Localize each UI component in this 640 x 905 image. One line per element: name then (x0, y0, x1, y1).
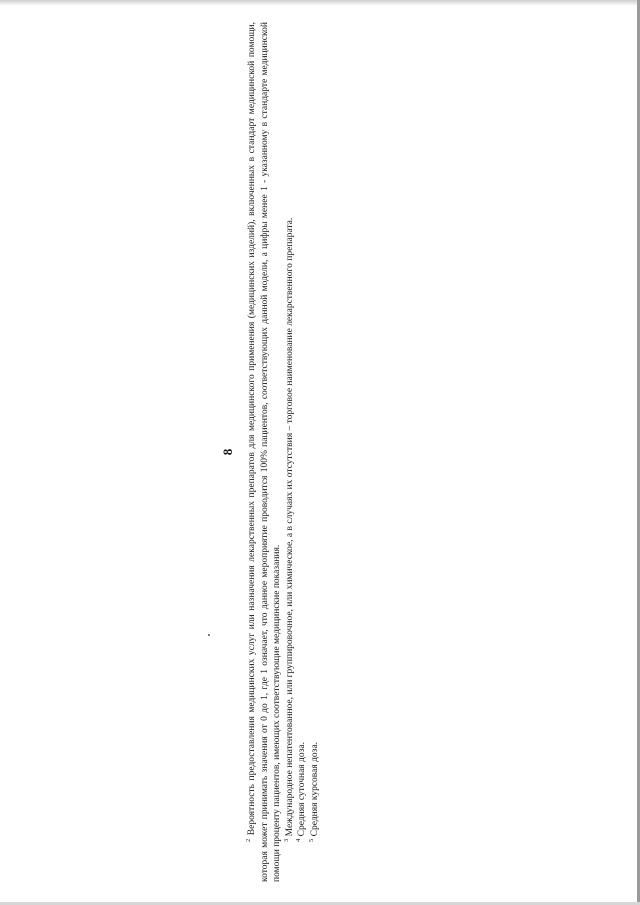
footnote-2 (246, 22, 284, 882)
footnote-mark: 2 (244, 838, 252, 842)
footnote-4 (296, 22, 309, 882)
footnote-text: Средняя курсовая доза. (309, 741, 320, 837)
rotated-page-content (220, 22, 420, 882)
page-number: 8 (220, 448, 235, 456)
footnote-text: Международное непатентованное, или группировочное, или химическое, а в случаях их отсутствия – торговое наименование лекарственного препарата. (284, 217, 295, 837)
footnote-3 (284, 22, 297, 882)
footnote-mark: 3 (282, 838, 290, 842)
footnotes-block (246, 22, 321, 882)
scan-border-top (0, 0, 640, 6)
footnote-text: Средняя суточная доза. (297, 742, 307, 837)
footnote-5 (309, 22, 322, 882)
scan-speck (208, 634, 210, 636)
footnote-text: Вероятность предоставления медицинских услуг или назначения лекарственных препаратов для медицинского применения (медицинских изделий), включенных в стандарт медицинской помощи, которая может принимать значения от 0 до 1, где 1 означает, что данное мероприятие проводится 100% пациентов, соответствующих данной модели, а цифры менее 1 - указанному в стандарте медицинской помощи проценту пациентов, имеющих соответствующие медицинские показания. (247, 21, 282, 882)
footnote-mark: 5 (307, 838, 315, 842)
footnote-mark: 4 (294, 838, 302, 842)
